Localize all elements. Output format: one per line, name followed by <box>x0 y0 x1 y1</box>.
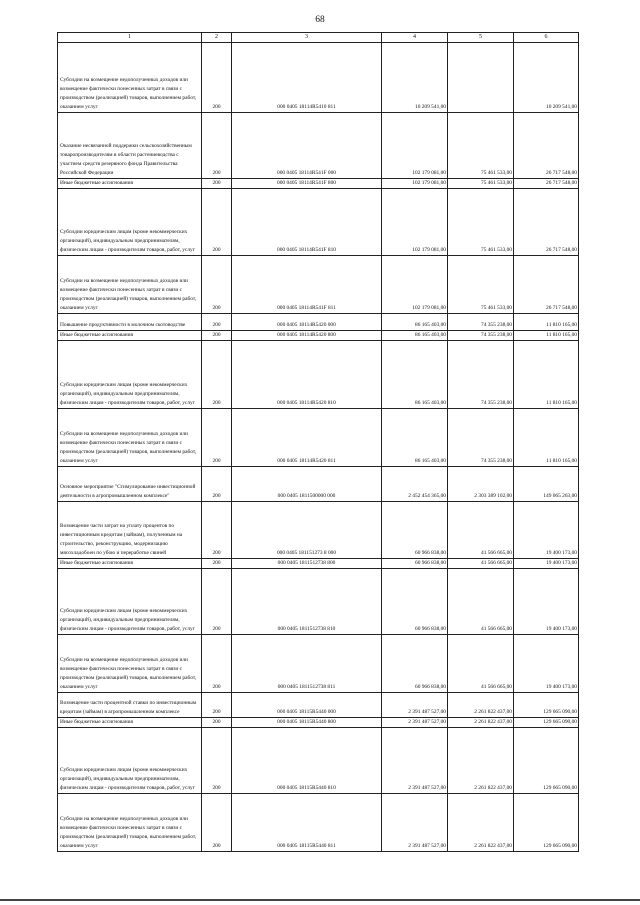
row-amount-federal: 41 566 665,00 <box>448 635 514 693</box>
row-amount-regional: 19 400 173,00 <box>514 559 579 569</box>
row-admin-code: 200 <box>202 179 232 189</box>
row-admin-code: 200 <box>202 794 232 852</box>
row-description: Субсидии юридическим лицам (кроме некоммерческих организаций), индивидуальным предпринимателям, физическим лицам - производителям товаров, работ, услуг <box>58 728 202 794</box>
row-amount-total: 60 966 838,00 <box>382 635 448 693</box>
row-amount-total: 2 391 487 527,00 <box>382 693 448 718</box>
page-number: 68 <box>315 15 325 25</box>
row-description: Субсидии юридическим лицам (кроме некоммерческих организаций), индивидуальным предпринимателям, физическим лицам - производителям товаров, работ, услуг <box>58 341 202 409</box>
row-admin-code: 200 <box>202 256 232 314</box>
row-amount-total: 2 391 487 527,00 <box>382 728 448 794</box>
row-budget-code: 000 0405 18114R5420 000 <box>232 314 382 331</box>
row-amount-federal: 74 355 238,00 <box>448 314 514 331</box>
row-description: Иные бюджетные ассигнования <box>58 718 202 728</box>
table-row <box>58 113 579 179</box>
row-description: Иные бюджетные ассигнования <box>58 559 202 569</box>
row-admin-code: 200 <box>202 559 232 569</box>
row-amount-regional: 129 665 090,00 <box>514 728 579 794</box>
row-amount-total: 10 209 541,00 <box>382 43 448 113</box>
row-amount-total: 60 966 838,00 <box>382 559 448 569</box>
table-row <box>58 502 579 559</box>
row-amount-total: 2 391 487 527,00 <box>382 794 448 852</box>
table-row <box>58 331 579 341</box>
row-amount-regional: 19 400 173,00 <box>514 635 579 693</box>
row-admin-code: 200 <box>202 341 232 409</box>
row-amount-federal: 2 261 822 437,00 <box>448 794 514 852</box>
row-budget-code: 000 0405 181151273 8 000 <box>232 502 382 559</box>
table-row <box>58 314 579 331</box>
row-description: Субсидии на возмещение недополученных доходов или возмещение фактически понесенных затрат в связи с производством (реализацией) товаров, выполнением работ, оказанием услуг <box>58 256 202 314</box>
row-admin-code: 200 <box>202 569 232 635</box>
row-budget-code: 000 0405 1811512738 811 <box>232 635 382 693</box>
row-amount-total: 2 391 487 527,00 <box>382 718 448 728</box>
row-amount-regional: 129 665 090,00 <box>514 693 579 718</box>
row-amount-regional: 10 209 541,00 <box>514 43 579 113</box>
row-description: Субсидии юридическим лицам (кроме некоммерческих организаций), индивидуальным предпринимателям, физическим лицам - производителям товаров, работ, услуг <box>58 569 202 635</box>
row-budget-code: 000 0405 1811500000 000 <box>232 467 382 502</box>
row-amount-federal: 75 461 533,00 <box>448 189 514 256</box>
row-amount-federal: 41 566 665,00 <box>448 569 514 635</box>
row-amount-federal: 2 261 822 437,00 <box>448 718 514 728</box>
row-admin-code: 200 <box>202 314 232 331</box>
row-budget-code: 000 0405 18114R5420 811 <box>232 409 382 467</box>
row-amount-federal: 2 261 822 437,00 <box>448 693 514 718</box>
row-amount-federal: 74 355 238,00 <box>448 331 514 341</box>
row-admin-code: 200 <box>202 635 232 693</box>
row-amount-federal: 2 303 389 102,00 <box>448 467 514 502</box>
row-description: Оказание несвязанной поддержки сельскохозяйственным товаропроизводителям в области растениеводства с участием средств резервного фонда Правительства Российской Федерации <box>58 113 202 179</box>
row-description: Субсидии на возмещение недополученных доходов или возмещение фактически понесенных затрат в связи с производством (реализацией) товаров, выполнением работ, оказанием услуг <box>58 635 202 693</box>
row-admin-code: 200 <box>202 502 232 559</box>
row-amount-total: 60 966 838,00 <box>382 502 448 559</box>
page-bottom-rule <box>0 899 640 901</box>
row-amount-regional: 11 810 165,00 <box>514 409 579 467</box>
row-amount-regional: 26 717 548,00 <box>514 113 579 179</box>
row-description: Возмещение части процентной ставки по инвестиционным кредитам (займам) в агропромышленном комплексе <box>58 693 202 718</box>
table-row <box>58 693 579 718</box>
row-amount-total: 102 179 081,00 <box>382 113 448 179</box>
row-amount-total: 86 165 403,00 <box>382 331 448 341</box>
row-description: Субсидии на возмещение недополученных доходов или возмещение фактически понесенных затрат в связи с производством (реализацией) товаров, выполнением работ, оказанием услуг <box>58 43 202 113</box>
table-row <box>58 43 579 113</box>
row-amount-federal: 75 461 533,00 <box>448 256 514 314</box>
row-admin-code: 200 <box>202 113 232 179</box>
column-number-5: 5 <box>448 33 514 43</box>
table-row <box>58 559 579 569</box>
row-budget-code: 000 0405 18114R5420 800 <box>232 331 382 341</box>
table-row <box>58 256 579 314</box>
row-budget-code: 000 0405 18114R541F 800 <box>232 179 382 189</box>
column-number-3: 3 <box>232 33 382 43</box>
row-budget-code: 000 0405 1811512738 810 <box>232 569 382 635</box>
row-amount-regional: 26 717 548,00 <box>514 189 579 256</box>
row-amount-total: 86 165 403,00 <box>382 314 448 331</box>
row-budget-code: 000 0405 18115R5440 811 <box>232 794 382 852</box>
row-admin-code: 200 <box>202 693 232 718</box>
table-header-row <box>58 33 579 43</box>
table-row <box>58 794 579 852</box>
row-amount-federal: 75 461 533,00 <box>448 113 514 179</box>
row-amount-federal: 41 566 665,00 <box>448 502 514 559</box>
row-amount-federal <box>448 43 514 113</box>
table-row <box>58 569 579 635</box>
row-admin-code: 200 <box>202 43 232 113</box>
row-admin-code: 200 <box>202 331 232 341</box>
row-budget-code: 000 0405 18114R541F 810 <box>232 189 382 256</box>
row-amount-total: 102 179 081,00 <box>382 179 448 189</box>
table-row <box>58 341 579 409</box>
row-amount-regional: 26 717 548,00 <box>514 179 579 189</box>
row-amount-total: 102 179 081,00 <box>382 256 448 314</box>
row-amount-total: 86 165 403,00 <box>382 409 448 467</box>
row-amount-federal: 74 355 238,00 <box>448 341 514 409</box>
row-amount-regional: 19 400 173,00 <box>514 502 579 559</box>
row-amount-regional: 26 717 548,00 <box>514 256 579 314</box>
row-amount-regional: 19 400 173,00 <box>514 569 579 635</box>
row-description: Субсидии на возмещение недополученных доходов или возмещение фактически понесенных затрат в связи с производством (реализацией) товаров, выполнением работ, оказанием услуг <box>58 409 202 467</box>
table-row <box>58 467 579 502</box>
table-row <box>58 718 579 728</box>
table-row <box>58 635 579 693</box>
row-budget-code: 000 0405 18114R541F 811 <box>232 256 382 314</box>
row-amount-federal: 41 566 665,00 <box>448 559 514 569</box>
row-amount-regional: 149 065 263,00 <box>514 467 579 502</box>
row-admin-code: 200 <box>202 467 232 502</box>
budget-table <box>57 32 579 852</box>
row-description: Иные бюджетные ассигнования <box>58 331 202 341</box>
row-amount-regional: 129 665 090,00 <box>514 794 579 852</box>
table-row <box>58 728 579 794</box>
column-number-6: 6 <box>514 33 579 43</box>
row-amount-regional: 11 810 165,00 <box>514 314 579 331</box>
table-row <box>58 179 579 189</box>
table-row <box>58 409 579 467</box>
row-budget-code: 000 0405 18115R5440 000 <box>232 693 382 718</box>
row-description: Субсидии на возмещение недополученных доходов или возмещение фактически понесенных затрат в связи с производством (реализацией) товаров, выполнением работ, оказанием услуг <box>58 794 202 852</box>
row-budget-code: 000 0405 18114R5420 810 <box>232 341 382 409</box>
row-admin-code: 200 <box>202 718 232 728</box>
row-description: Субсидии юридическим лицам (кроме некоммерческих организаций), индивидуальным предпринимателям, физическим лицам - производителям товаров, работ, услуг <box>58 189 202 256</box>
column-number-2: 2 <box>202 33 232 43</box>
row-description: Иные бюджетные ассигнования <box>58 179 202 189</box>
row-amount-federal: 74 355 238,00 <box>448 409 514 467</box>
row-budget-code: 000 0405 18114R541F 000 <box>232 113 382 179</box>
row-amount-regional: 11 810 165,00 <box>514 331 579 341</box>
table-row <box>58 189 579 256</box>
row-amount-federal: 75 461 533,00 <box>448 179 514 189</box>
row-amount-federal: 2 261 822 437,00 <box>448 728 514 794</box>
row-amount-total: 60 966 838,00 <box>382 569 448 635</box>
row-budget-code: 000 0405 18114R5410 811 <box>232 43 382 113</box>
row-description: Основное мероприятие "Стимулирование инвестиционной деятельности в агропромышленном комплексе" <box>58 467 202 502</box>
column-number-1: 1 <box>58 33 202 43</box>
row-admin-code: 200 <box>202 409 232 467</box>
row-budget-code: 000 0405 18115R5440 810 <box>232 728 382 794</box>
row-amount-total: 102 179 081,00 <box>382 189 448 256</box>
row-budget-code: 000 0405 18115R5440 800 <box>232 718 382 728</box>
row-description: Возмещение части затрат на уплату процентов по инвестиционным кредитам (займам), полученным на строительство, реконструкцию, модернизацию мясохладобоен по убою и переработке свиней <box>58 502 202 559</box>
row-budget-code: 000 0405 1811512738 800 <box>232 559 382 569</box>
row-admin-code: 200 <box>202 189 232 256</box>
row-amount-regional: 11 810 165,00 <box>514 341 579 409</box>
row-amount-regional: 129 665 090,00 <box>514 718 579 728</box>
row-amount-total: 86 165 403,00 <box>382 341 448 409</box>
column-number-4: 4 <box>382 33 448 43</box>
row-description: Повышение продуктивности в молочном скотоводстве <box>58 314 202 331</box>
row-admin-code: 200 <box>202 728 232 794</box>
row-amount-total: 2 452 454 365,00 <box>382 467 448 502</box>
